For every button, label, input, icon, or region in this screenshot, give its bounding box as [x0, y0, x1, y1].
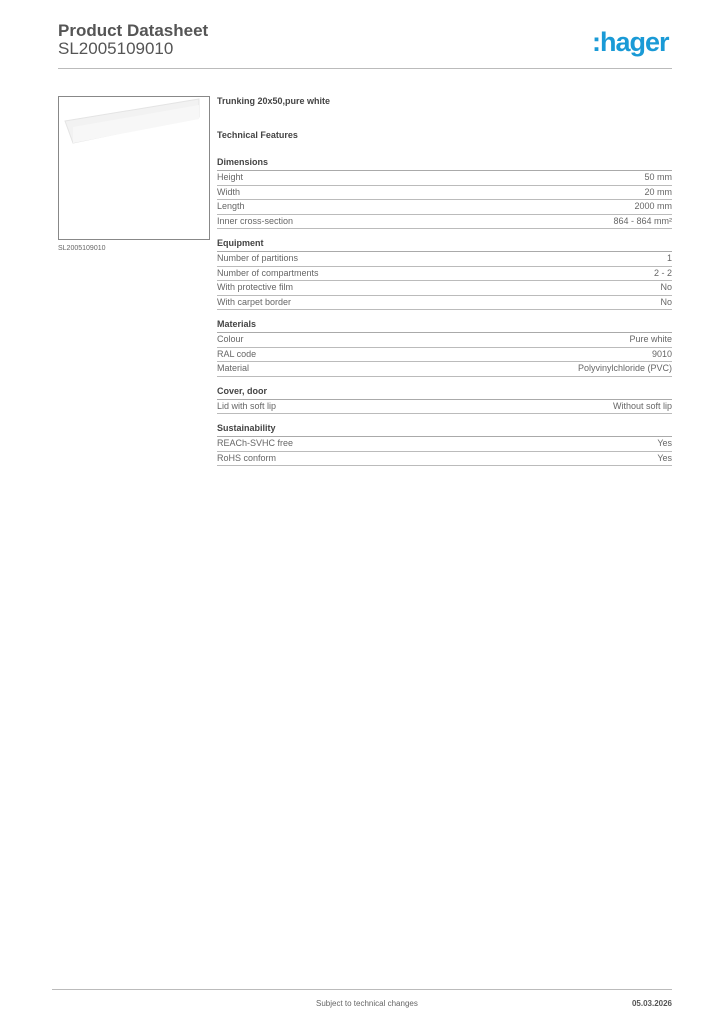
spec-section [217, 238, 672, 310]
spec-section [217, 157, 672, 229]
section-title: Sustainability [217, 423, 672, 437]
product-code: SL2005109010 [58, 39, 174, 58]
spec-label: With carpet border [217, 296, 292, 307]
spec-value: No [660, 296, 672, 307]
spec-row [217, 452, 672, 467]
spec-section [217, 386, 672, 415]
footer-date: 05.03.2026 [631, 999, 672, 1008]
spec-value: 2 - 2 [653, 267, 672, 278]
spec-value: Yes [657, 452, 672, 463]
spec-row [217, 171, 672, 186]
spec-label: Length [217, 201, 245, 211]
spec-row [217, 437, 672, 452]
spec-value: 864 - 864 mm² [613, 215, 672, 226]
spec-row [217, 252, 672, 267]
spec-label: Colour [217, 334, 244, 344]
spec-label: RAL code [217, 348, 257, 359]
spec-row [217, 281, 672, 296]
spec-row [217, 333, 672, 348]
image-caption: SL2005109010 [58, 245, 106, 252]
spec-value: 1 [666, 253, 672, 263]
spec-label: REACh-SVHC free [217, 438, 294, 448]
spec-row [217, 362, 672, 377]
spec-value: 50 mm [644, 172, 672, 182]
spec-value: 9010 [651, 348, 672, 359]
spec-label: Number of partitions [217, 253, 299, 263]
spec-row [217, 267, 672, 282]
spec-label: Width [217, 186, 241, 197]
spec-label: Inner cross-section [217, 215, 294, 226]
section-title: Materials [217, 319, 672, 333]
footer-note: Subject to technical changes [316, 999, 418, 1008]
spec-label: Material [217, 363, 250, 373]
spec-label: Lid with soft lip [217, 400, 277, 411]
spec-value: Yes [657, 438, 672, 448]
features-title: Technical Features [217, 130, 298, 140]
spec-value: No [660, 282, 672, 292]
spec-row [217, 348, 672, 363]
section-title: Cover, door [217, 386, 672, 400]
spec-value: Polyvinylchloride (PVC) [577, 363, 672, 373]
hager-logo: :hager [592, 27, 669, 57]
section-title: Dimensions [217, 157, 672, 171]
trunking-image [59, 97, 209, 239]
spec-value: 20 mm [644, 186, 672, 197]
spec-panel [217, 96, 672, 475]
spec-value: Pure white [629, 334, 672, 344]
spec-label: RoHS conform [217, 452, 277, 463]
section-title: Equipment [217, 238, 672, 252]
spec-label: Number of compartments [217, 267, 319, 278]
spec-row [217, 200, 672, 215]
spec-value: Without soft lip [612, 400, 672, 411]
product-name: Trunking 20x50,pure white [217, 96, 331, 106]
spec-section [217, 423, 672, 466]
spec-row [217, 296, 672, 311]
footer-divider [52, 989, 672, 990]
header-divider [58, 68, 672, 69]
page-title: Product Datasheet [58, 21, 209, 40]
spec-row [217, 186, 672, 201]
spec-row [217, 400, 672, 415]
spec-row [217, 215, 672, 230]
product-image [58, 96, 210, 240]
spec-label: With protective film [217, 282, 294, 292]
spec-label: Height [217, 172, 244, 182]
spec-section [217, 319, 672, 377]
spec-value: 2000 mm [634, 201, 672, 211]
